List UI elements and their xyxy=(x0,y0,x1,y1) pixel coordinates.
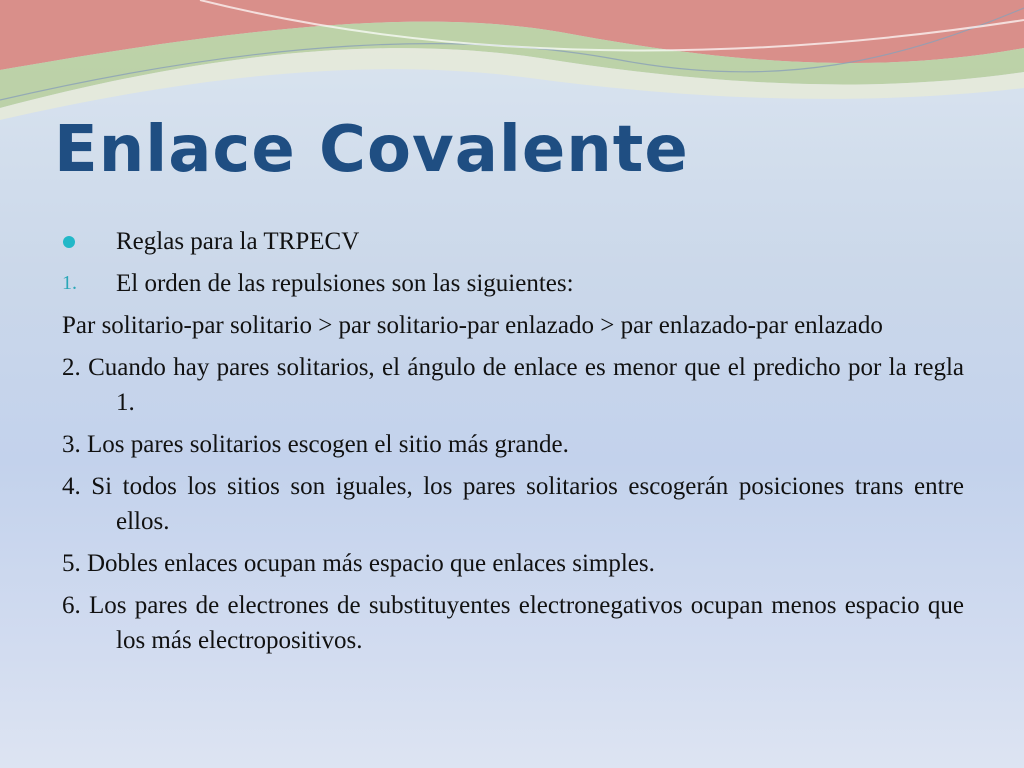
bullet-dot-icon xyxy=(63,236,75,248)
slide-body xyxy=(62,224,964,665)
numbered-item-text: El orden de las repulsiones son las siguientes: xyxy=(116,270,574,297)
numbered-item xyxy=(62,266,964,301)
bullet-item-text: Reglas para la TRPECV xyxy=(116,228,360,255)
paragraph-rule-3: 3. Los pares solitarios escogen el sitio más grande. xyxy=(62,431,569,458)
paragraph-repulsion-order: Par solitario-par solitario > par solitario-par enlazado > par enlazado-par enlazado xyxy=(62,312,883,339)
bullet-item xyxy=(62,224,964,259)
numbered-item-marker: 1. xyxy=(62,272,77,294)
paragraph-rule-4: 4. Si todos los sitios son iguales, los pares solitarios escogerán posiciones trans entre ellos. xyxy=(62,473,964,535)
paragraph-rule-6: 6. Los pares de electrones de substituyentes electronegativos ocupan menos espacio que los más electropositivos. xyxy=(62,592,964,654)
paragraph-rule-2: 2. Cuando hay pares solitarios, el ángulo de enlace es menor que el predicho por la regla 1. xyxy=(62,354,964,416)
slide-title: Enlace Covalente xyxy=(54,113,689,187)
paragraph-rule-5: 5. Dobles enlaces ocupan más espacio que enlaces simples. xyxy=(62,550,655,577)
header-wave-decoration xyxy=(0,0,1024,130)
